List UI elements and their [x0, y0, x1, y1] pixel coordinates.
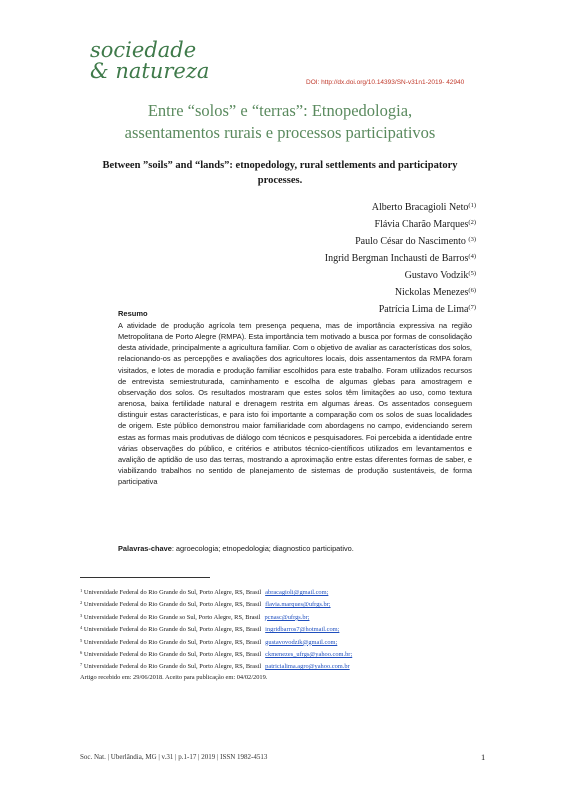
- footnote: $^7$ Universidade Federal do Rio Grande do Sul, Porto Alegre, RS, Brasil patricialima.agro@yahoo.com.br: [80, 662, 350, 671]
- author-item: Gustavo Vodzik$^{(5)}$: [404, 270, 476, 281]
- footnote: $^5$ Universidade Federal do Rio Grande do Sul, Porto Alegre, RS, Brasil gustavovodzik@gmail.com;: [80, 637, 338, 646]
- article-title-line2: assentamentos rurais e processos participativos: [124, 123, 436, 142]
- footnote-email-link[interactable]: abracagioli@gmail.com;: [265, 589, 329, 596]
- footnotes: [80, 586, 352, 683]
- footnote-email-link[interactable]: flavia.marques@ufrgs.br;: [265, 601, 331, 609]
- abstract-heading: Resumo: [118, 309, 148, 318]
- footnote-email-link[interactable]: gustavovodzik@gmail.com;: [265, 638, 338, 646]
- author-item: Paulo César do Nascimento $^{(3)}$: [355, 236, 476, 247]
- footnote: $^6$ Universidade Federal do Rio Grande do Sul, Porto Alegre, RS, Brasil ckmenezes_ufrgs@yahoo.com.br;: [80, 650, 353, 659]
- article-subtitle-en: Between ”soils” and “lands”: etnopedology, rural settlements and participatory processes.: [102, 160, 458, 186]
- footnote: $^3$ Universidade Federal do Rio Grande so Sul, Porto Alegre, RS, Brasil pcnasc@ufrgs.br;: [80, 612, 310, 621]
- page-number: 1: [481, 752, 486, 762]
- footnote-email-link[interactable]: patricialima.agro@yahoo.com.br: [265, 663, 350, 671]
- footnote-divider: [80, 577, 210, 578]
- author-list: [325, 198, 476, 317]
- keywords-label: Palavras-chave: [118, 544, 172, 553]
- footnote-email-link[interactable]: ingridbarros7@hotmail.com;: [265, 626, 340, 634]
- abstract-text: A atividade de produção agrícola tem presença pequena, mas de importância expressiva na região Metropolitana de Porto Alegre (RMPA). Esta importância tem motivado a busca por formas de consolidação desta atividade, principalmente a agricultura familiar. Com o objetivo de avaliar as características dos solos, relacionando-os as percepções e avaliações dos agricultores locais, dois assentamentos da RMPA foram visitados, e lotes de moradia e produção familiar escolhidos para este trabalho. Foram utilizados recursos de entrevista semiestruturada, caminhamento e escolha de algumas glebas para amostragem e observação dos solos. Os resultados mostraram que estes solos têm limitações ao uso, como textura arenosa, baixa fertilidade natural e drenagem restrita em algumas áreas. Os assentados conseguem distinguir estas características, e para isto foi importante a comparação com os solos de suas localidades de origem. Este público demonstrou maior familiaridade com abordagens no campo, evidenciando serem estas as formas mais produtivas de diálogo com técnicos e pesquisadores. Foi percebida a identidade entre várias observações do público, e critérios e atributos técnico-científicos utilizados em levantamentos e avalição de aptidão de uso das terras, mostrando a aproximação entre estas diferentes formas de saber, e viabilizando trabalhos no sentido de planejamento de sistemas de produção sustentáveis, de forma participativa: [118, 321, 472, 487]
- page-footer: Soc. Nat. | Uberlândia, MG | v.31 | p.1-17 | 2019 | ISSN 1982-4513: [80, 753, 268, 761]
- author-item: Alberto Bracagioli Neto$^{(1)}$: [371, 202, 476, 213]
- author-item: Ingrid Bergman Inchausti de Barros$^{(4)}$: [324, 253, 476, 264]
- author-item: Nickolas Menezes$^{(6)}$: [394, 287, 476, 298]
- footnote: $^1$ Universidade Federal do Rio Grande do Sul, Porto Alegre, RS, Brasil abracagioli@gmail.com;: [80, 588, 329, 596]
- footnote-email-link[interactable]: pcnasc@ufrgs.br;: [264, 613, 310, 621]
- doi-link[interactable]: DOI: http://dx.doi.org/10.14393/SN-v31n1-2019- 42940: [306, 79, 465, 86]
- author-item: Flávia Charão Marques$^{(2)}$: [374, 219, 476, 230]
- footnote: $^4$ Universidade Federal do Rio Grande do Sul, Porto Alegre, RS, Brasil ingridbarros7@hotmail.com;: [80, 625, 340, 634]
- keywords: [118, 543, 472, 554]
- article-title: [80, 100, 480, 144]
- footnote: $^2$ Universidade Federal do Rio Grande do Sul, Porto Alegre, RS, Brasil flavia.marques@ufrgs.br;: [80, 600, 331, 609]
- article-title-line1: Entre “solos” e “terras”: Etnopedologia,: [147, 101, 413, 120]
- received-date: Artigo recebido em: 29/06/2018. Aceito para publicação em: 04/02/2019.: [80, 673, 268, 681]
- journal-logo: [90, 40, 209, 82]
- keywords-text: : agroecologia; etnopedologia; diagnostico participativo.: [171, 544, 354, 553]
- journal-logo-line1: sociedade: [90, 38, 197, 62]
- author-item: Patrícia Lima de Lima$^{(7)}$: [378, 304, 476, 315]
- footnote-email-link[interactable]: ckmenezes_ufrgs@yahoo.com.br;: [265, 651, 353, 659]
- journal-logo-line2: & natureza: [90, 59, 210, 83]
